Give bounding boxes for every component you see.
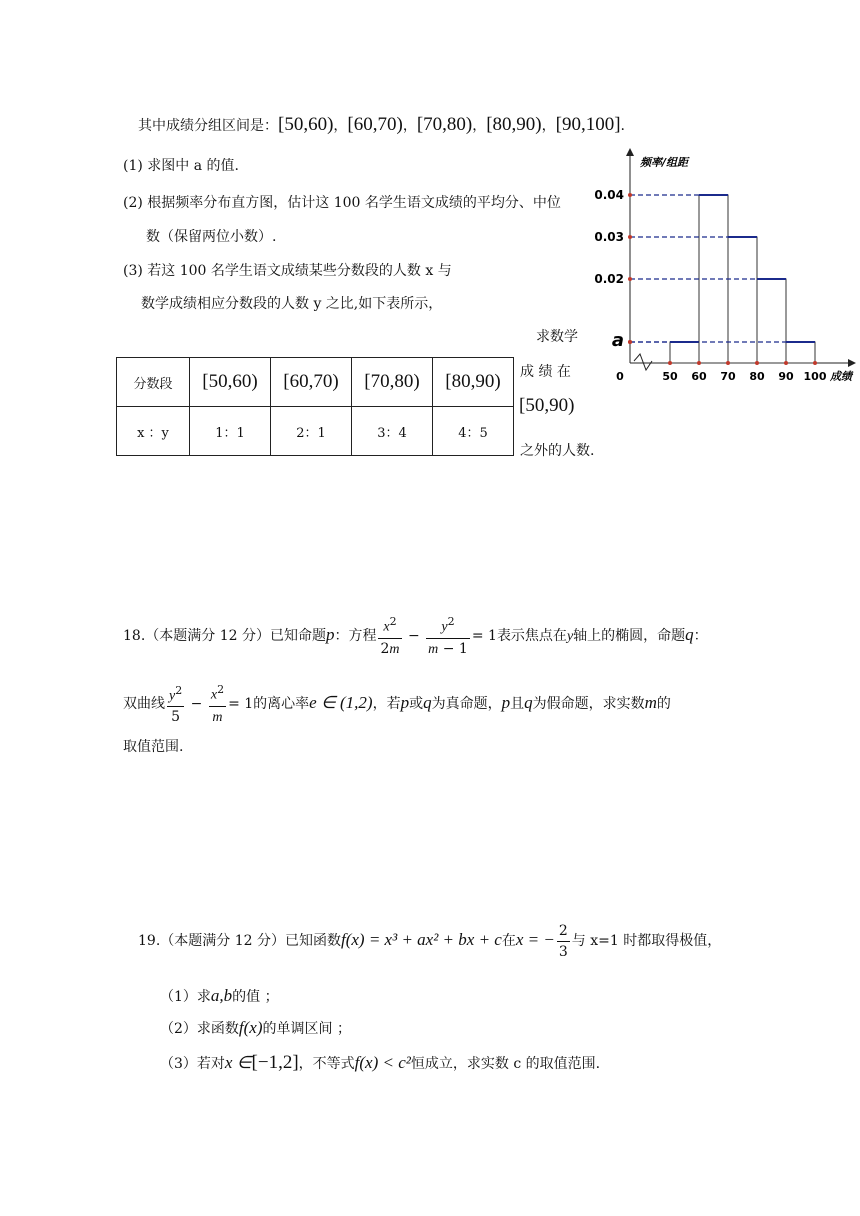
x-equals: x = − — [515, 930, 555, 949]
sep: ， — [333, 118, 348, 134]
table-cell: [60,70) — [271, 358, 352, 407]
q17-side-text-3: 之外的人数. — [520, 443, 595, 459]
q17-side-text-1: 求数学 — [536, 329, 578, 345]
text: 的离心率 — [253, 695, 310, 712]
interval-3: [70,80) — [416, 114, 473, 135]
table-cell: [80,90) — [433, 358, 514, 407]
y-tick-dot — [628, 277, 632, 281]
table-cell: 4：5 — [433, 407, 514, 456]
q18-heading: 18.（本题满分 12 分）已知命题 — [123, 627, 326, 644]
q17-intervals-line — [138, 114, 625, 136]
var-y: y — [566, 628, 574, 644]
y-tick-label: 0.04 — [594, 188, 624, 202]
y-tick-dot — [628, 193, 632, 197]
eccentricity: e ∈ (1,2) — [309, 692, 373, 712]
histogram-bar — [757, 279, 786, 363]
q17-part3-line2: 数学成绩相应分数段的人数 y 之比,如下表所示， — [141, 296, 443, 312]
equals-one: = 1 — [471, 627, 497, 644]
x-tick-label: 90 — [778, 370, 794, 383]
q17-part2-line2: 数（保留两位小数）. — [146, 229, 277, 245]
var-q: q — [423, 692, 432, 712]
y-tick-label: 0.03 — [594, 230, 624, 244]
table-cell: x ：y — [117, 407, 190, 456]
sep: ， — [402, 118, 417, 134]
y-axis-arrow — [626, 148, 634, 156]
sep: ， — [472, 118, 487, 134]
histogram-bar — [670, 342, 699, 363]
var-p: p — [501, 692, 511, 712]
text: （3）若对 — [160, 1056, 225, 1072]
q17-side-interval: [50,90) — [519, 395, 575, 416]
text: 的 — [656, 695, 671, 712]
text: 且 — [510, 695, 525, 712]
axis-break — [634, 354, 652, 370]
text: （2）求函数 — [160, 1021, 239, 1037]
x-in: x ∈ — [224, 1053, 252, 1072]
table-cell: 分数段 — [117, 358, 190, 407]
fx: f(x) — [238, 1018, 263, 1037]
function-expr: f(x) = x³ + ax² + bx + c — [340, 930, 502, 949]
text: 方程 — [348, 627, 377, 644]
var-q: q — [685, 624, 694, 644]
minus: − — [186, 695, 207, 712]
histogram-bar — [786, 342, 815, 363]
x-tick-label: 70 — [720, 370, 736, 383]
y-tick-dot — [628, 340, 632, 344]
text: 为真命题， — [431, 695, 502, 712]
y-tick-label: a — [611, 330, 624, 351]
y-axis-label: 频率/组距 — [640, 156, 689, 169]
vars-ab: a,b — [210, 986, 233, 1005]
x-tick-dot — [813, 361, 817, 365]
q19-heading: 19.（本题满分 12 分）已知函数 — [138, 933, 341, 949]
x-tick-dot — [668, 361, 672, 365]
fraction: $\frac{x^2}{2m}$ — [378, 612, 401, 660]
q19-part1 — [160, 986, 279, 1006]
x-tick-dot — [726, 361, 730, 365]
q19-part3 — [160, 1052, 600, 1074]
table-cell: 1：1 — [190, 407, 271, 456]
x-tick-label: 80 — [749, 370, 765, 383]
colon: ： — [693, 627, 708, 644]
table-cell: [50,60) — [190, 358, 271, 407]
x-axis-label: 成绩 — [830, 370, 852, 383]
text: 轴上的椭圆，命题 — [573, 627, 686, 644]
equals-one: = 1 — [228, 695, 254, 712]
x-tick-dot — [784, 361, 788, 365]
text: 表示焦点在 — [496, 627, 567, 644]
minus: − — [403, 627, 425, 644]
text: ，若 — [372, 695, 401, 712]
text: 与 x=1 时都取得极值， — [571, 933, 722, 949]
text: 双曲线 — [123, 695, 165, 712]
text: 或 — [409, 695, 424, 712]
q17-part1: (1) 求图中 a 的值. — [123, 158, 239, 174]
var-m: m — [644, 692, 657, 712]
sep: ， — [541, 118, 556, 134]
text: 的值 ； — [232, 989, 279, 1005]
interval-2: [60,70) — [347, 114, 403, 135]
x-tick-label: 60 — [691, 370, 707, 383]
inequality: f(x) < c² — [354, 1053, 411, 1072]
text: 在 — [501, 933, 516, 949]
fraction: $\frac{y^2}{5}$ — [167, 681, 184, 728]
fraction: $\frac{x^2}{m}$ — [209, 680, 226, 728]
x-tick-dot — [755, 361, 759, 365]
colon: ： — [334, 627, 349, 644]
q18-line2 — [123, 680, 671, 728]
x-tick-dot — [697, 361, 701, 365]
range: [−1,2] — [251, 1052, 299, 1073]
table-cell: 3：4 — [352, 407, 433, 456]
origin-label: 0 — [616, 370, 624, 383]
var-p: p — [325, 624, 335, 644]
text: （1）求 — [160, 989, 211, 1005]
interval-5: [90,100] — [555, 114, 621, 135]
frequency-histogram — [590, 140, 860, 400]
y-tick-label: 0.02 — [594, 272, 624, 286]
y-tick-dot — [628, 235, 632, 239]
q17-part2-line1: (2) 根据频率分布直方图，估计这 100 名学生语文成绩的平均分、中位 — [123, 195, 561, 211]
q18-line1 — [123, 612, 708, 660]
q17-intro: 其中成绩分组区间是： — [138, 118, 278, 134]
q17-side-text-2: 成 绩 在 — [520, 364, 571, 380]
x-axis-arrow — [848, 359, 856, 367]
var-p: p — [400, 692, 410, 712]
text: 恒成立，求实数 c 的取值范围. — [410, 1056, 601, 1072]
interval-1: [50,60) — [278, 114, 334, 135]
table-cell: 2：1 — [271, 407, 352, 456]
fraction: $\frac{2}{3}$ — [558, 922, 568, 960]
table-row — [117, 358, 514, 407]
table-cell: [70,80) — [352, 358, 433, 407]
text: ，不等式 — [298, 1056, 355, 1072]
q18-line3: 取值范围. — [123, 739, 184, 755]
ratio-table — [116, 357, 514, 456]
var-q: q — [524, 692, 533, 712]
x-tick-label: 50 — [662, 370, 678, 383]
fraction: $\frac{y^2}{m - 1}$ — [426, 612, 470, 660]
q19-part2 — [160, 1018, 351, 1038]
interval-4: [80,90) — [486, 114, 542, 135]
q19-line1 — [138, 918, 721, 963]
x-tick-label: 100 — [803, 370, 827, 383]
table-row — [117, 407, 514, 456]
text: 的单调区间 ； — [262, 1021, 351, 1037]
text: 为假命题，求实数 — [532, 695, 645, 712]
histogram-bar — [728, 237, 757, 363]
period: . — [620, 118, 625, 134]
q17-part3-line1: (3) 若这 100 名学生语文成绩某些分数段的人数 x 与 — [123, 263, 452, 279]
